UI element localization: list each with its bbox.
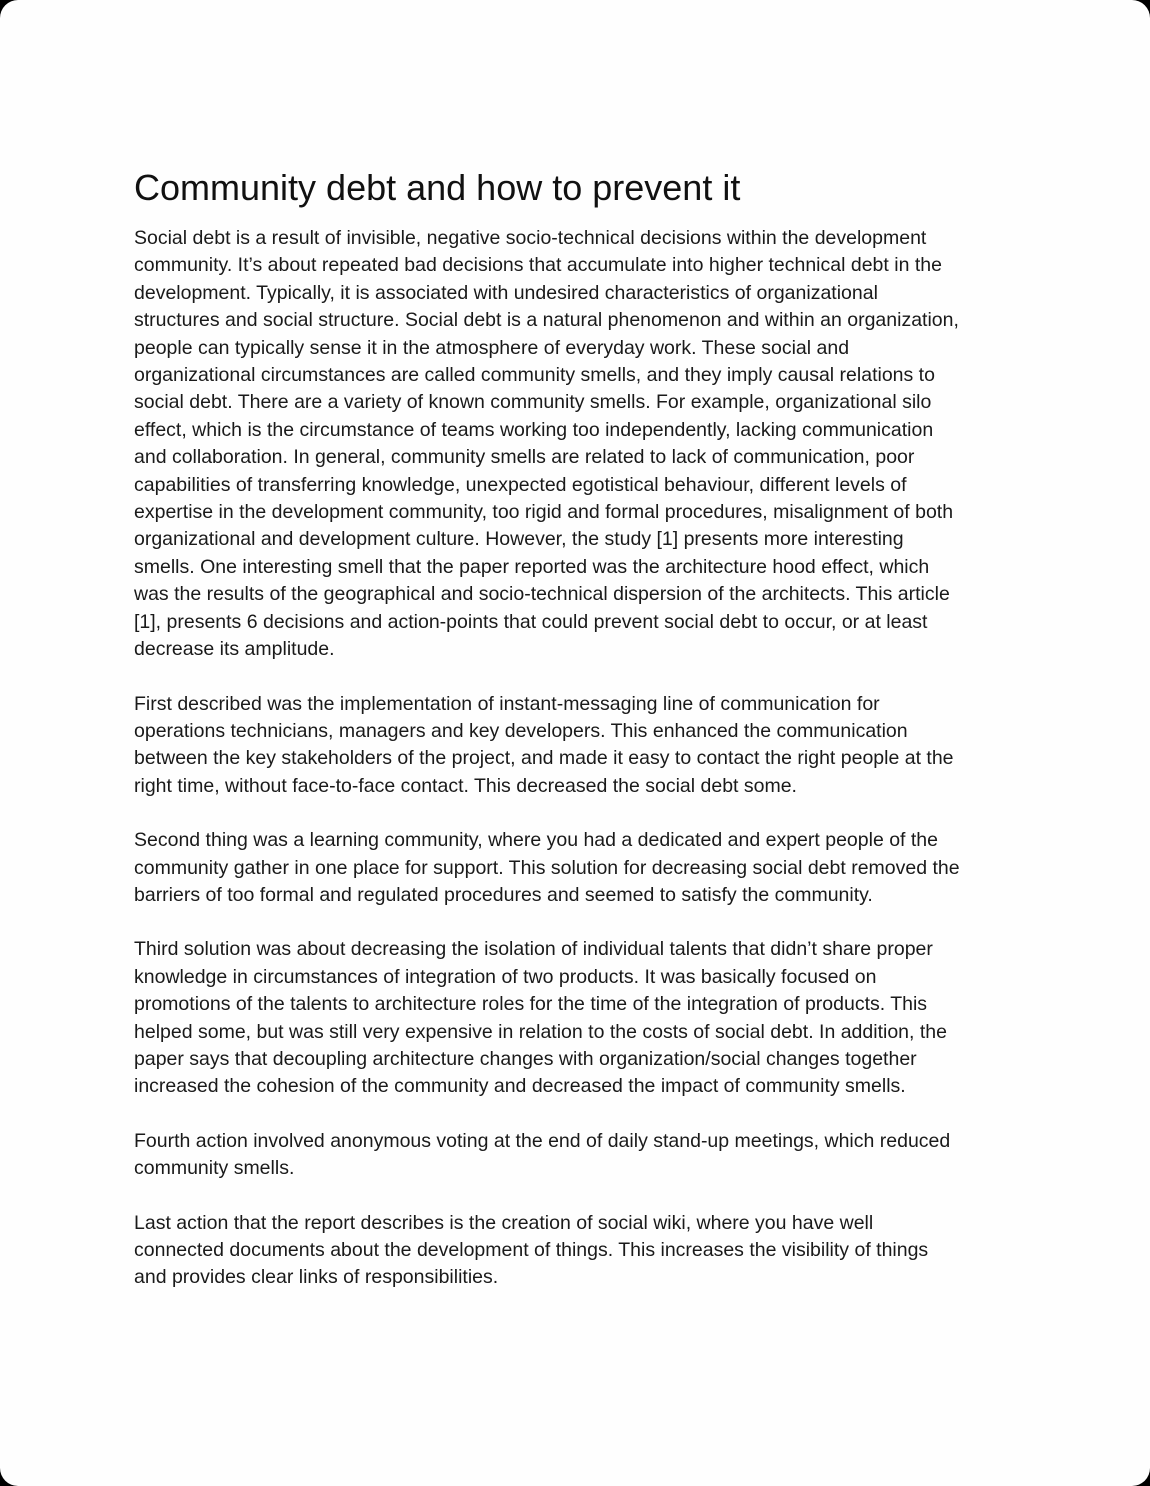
document-title: Community debt and how to prevent it [134, 167, 741, 208]
document-body [134, 165, 1024, 1319]
paragraph-last-action: Last action that the report describes is the creation of social wiki, where you have well connected documents about the development of things. This increases the visibility of things and provides clear links of responsibilities. [134, 1211, 929, 1289]
paragraph-intro: Social debt is a result of invisible, negative socio-technical decisions within the development community. It’s about repeated bad decisions that accumulate into higher technical debt in the development. Typically, it is associated with undesired characteristics of organizational structures and social structure. Social debt is a natural phenomenon and within an organization, people can typically sense it in the atmosphere of everyday work. These social and organizational circumstances are called community smells, and they imply causal relations to social debt. There are a variety of known community smells. For example, organizational silo effect, which is the circumstance of teams working too independently, lacking communication and collaboration. In general, community smells are related to lack of communication, poor capabilities of transferring knowledge, unexpected egotistical behaviour, different levels of expertise in the development community, too rigid and formal procedures, misalignment of both organizational and development culture. However, the study [1] presents more interesting smells. One interesting smell that the paper reported was the architecture hood effect, which was the results of the geographical and socio-technical dispersion of the architects. This article [1], presents 6 decisions and action-points that could prevent social debt to occur, or at least decrease its amplitude. [134, 227, 959, 661]
paragraph-second-action: Second thing was a learning community, where you had a dedicated and expert people of the community gather in one place for support. This solution for decreasing social debt removed the barriers of too formal and regulated procedures and seemed to satisfy the community. [134, 829, 960, 906]
paragraph-third-action: Third solution was about decreasing the isolation of individual talents that didn’t share proper knowledge in circumstances of integration of two products. It was basically focused on promotions of the talents to architecture roles for the time of the integration of products. This helped some, but was still very expensive in relation to the costs of social debt. In addition, the paper says that decoupling architecture changes with organization/social changes together increased the cohesion of the community and decreased the impact of community smells. [134, 938, 947, 1098]
paragraph-fourth-action: Fourth action involved anonymous voting at the end of daily stand-up meetings, which reduced community smells. [134, 1129, 951, 1180]
paragraph-first-action: First described was the implementation of instant-messaging line of communication for operations technicians, managers and key developers. This enhanced the communication between the key stakeholders of the project, and made it easy to contact the right people at the right time, without face-to-face contact. This decreased the social debt some. [134, 692, 954, 797]
